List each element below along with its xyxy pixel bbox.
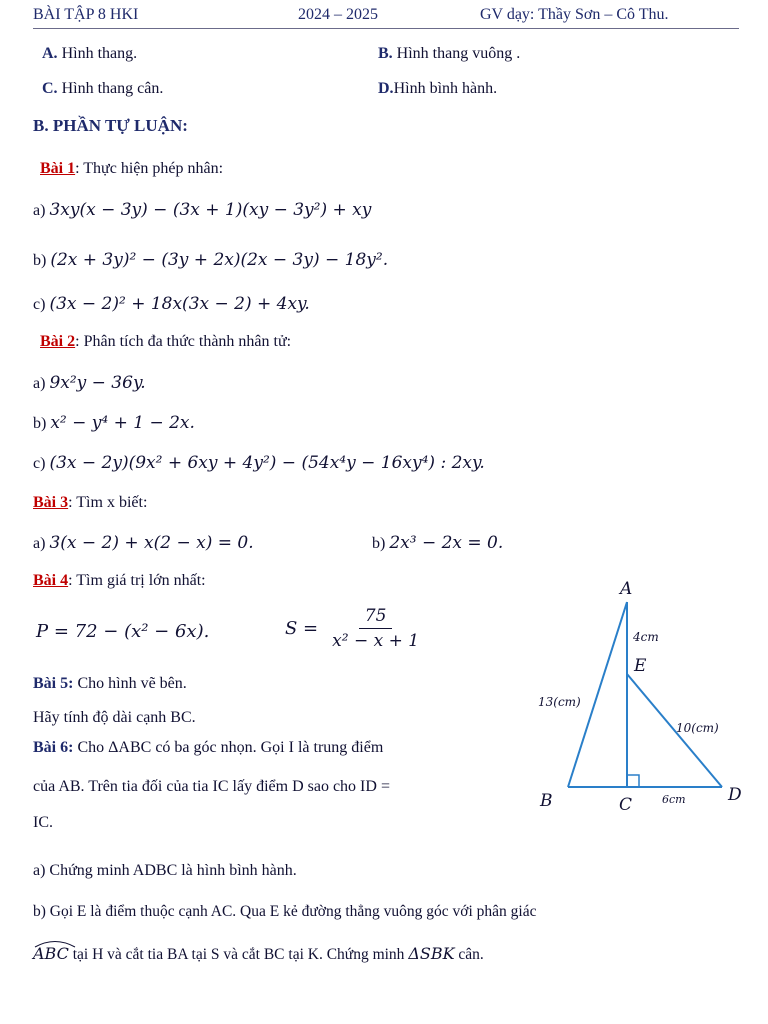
bai4-title: : Tìm giá trị lớn nhất: xyxy=(68,572,206,589)
bai4-p-expr: P = 72 − (x² − 6x). xyxy=(36,621,210,642)
bai2-c-expr: (3x − 2y)(9x² + 6xy + 4y²) − (54x⁴y − 16xy⁴) : 2xy. xyxy=(49,453,485,473)
bai2-title: : Phân tích đa thức thành nhân tử: xyxy=(75,333,292,350)
label-cd: 6cm xyxy=(662,793,686,806)
bai3-label: Bài 3 xyxy=(33,494,69,511)
bai6-b2-end: cân. xyxy=(454,946,484,963)
header-middle: 2024 – 2025 xyxy=(298,6,378,23)
point-a: A xyxy=(620,579,633,599)
bai6-part-a: a) Chứng minh ADBC là hình bình hành. xyxy=(33,862,297,879)
bai2-heading xyxy=(40,333,291,351)
option-d xyxy=(378,80,497,98)
bai3-a xyxy=(33,533,254,553)
bai5-label: Bài 5: xyxy=(33,675,74,692)
bai3-b-expr: 2x³ − 2x = 0. xyxy=(389,533,504,553)
label-ae: 4cm xyxy=(633,630,659,644)
bai1-c-label: c) xyxy=(33,296,46,313)
bai6-b2-rest: tại H và cắt tia BA tại S và cắt BC tại K. Chứng minh xyxy=(68,946,409,963)
bai5-line1 xyxy=(33,675,187,693)
triangle-sbk: ΔSBK xyxy=(408,944,455,963)
option-c-text: Hình thang cân. xyxy=(57,80,164,97)
bai2-b xyxy=(33,413,195,433)
option-b-letter: B. xyxy=(378,45,393,62)
bai2-c-label: c) xyxy=(33,455,46,472)
bai6-line1 xyxy=(33,739,383,757)
option-a-text: Hình thang. xyxy=(57,45,138,62)
bai1-a-expr: 3xy(x − 3y) − (3x + 1)(xy − 3y²) + xy xyxy=(49,200,372,220)
bai2-a-label: a) xyxy=(33,375,46,392)
bai2-a xyxy=(33,373,146,393)
bai1-b-label: b) xyxy=(33,252,47,269)
bai6-line2: của AB. Trên tia đối của tia IC lấy điểm D sao cho ID = xyxy=(33,778,390,795)
bai1-label: Bài 1 xyxy=(40,160,76,177)
bai4-label: Bài 4 xyxy=(33,572,69,589)
option-b-text: Hình thang vuông . xyxy=(392,45,521,62)
label-ed: 10(cm) xyxy=(676,721,719,735)
bai2-b-label: b) xyxy=(33,415,47,432)
label-ab: 13(cm) xyxy=(538,695,581,709)
point-d: D xyxy=(728,785,742,805)
bai6-text1: Cho ΔABC có ba góc nhọn. Gọi I là trung điểm xyxy=(73,739,384,756)
bai3-b xyxy=(372,533,503,553)
bai6-label: Bài 6: xyxy=(33,739,74,756)
bai3-title: : Tìm x biết: xyxy=(68,494,148,511)
option-d-letter: D. xyxy=(378,80,394,97)
bai3-heading xyxy=(33,494,147,512)
bai1-c-expr: (3x − 2)² + 18x(3x − 2) + 4xy. xyxy=(49,294,310,314)
angle-arc-icon xyxy=(33,938,77,948)
option-b xyxy=(378,45,520,63)
triangle-figure xyxy=(530,570,760,820)
bai1-b-expr: (2x + 3y)² − (3y + 2x)(2x − 3y) − 18y². xyxy=(50,250,389,270)
bai4-s-fraction xyxy=(328,606,423,651)
section-b-title: B. PHẦN TỰ LUẬN: xyxy=(33,116,188,135)
angle-abc xyxy=(33,944,69,964)
bai4-heading xyxy=(33,572,206,590)
bai4-s-denominator: x² − x + 1 xyxy=(332,631,420,651)
bai6-line3: IC. xyxy=(33,814,53,831)
header-right: GV dạy: Thầy Sơn – Cô Thu. xyxy=(480,6,669,23)
bai2-a-expr: 9x²y − 36y. xyxy=(49,373,146,393)
option-c xyxy=(42,80,163,98)
option-a xyxy=(42,45,137,63)
bai1-a xyxy=(33,200,371,220)
bai5-text: Cho hình vẽ bên. xyxy=(73,675,187,692)
bai2-c xyxy=(33,453,485,473)
option-a-letter: A. xyxy=(42,45,58,62)
point-c: C xyxy=(619,795,633,815)
bai3-a-label: a) xyxy=(33,535,46,552)
bai1-heading xyxy=(40,160,223,178)
bai1-title: : Thực hiện phép nhân: xyxy=(75,160,224,177)
bai1-a-label: a) xyxy=(33,202,46,219)
point-b: B xyxy=(540,791,553,811)
bai5-line2: Hãy tính độ dài cạnh BC. xyxy=(33,709,196,726)
bai2-b-expr: x² − y⁴ + 1 − 2x. xyxy=(50,413,195,433)
bai4-s-numerator: 75 xyxy=(359,606,393,629)
bai6-part-b-line1: b) Gọi E là điểm thuộc cạnh AC. Qua E kẻ đường thẳng vuông góc với phân giác xyxy=(33,903,537,920)
bai3-b-label: b) xyxy=(372,535,386,552)
bai1-b xyxy=(33,250,388,270)
bai3-a-expr: 3(x − 2) + x(2 − x) = 0. xyxy=(49,533,254,553)
bai1-c xyxy=(33,294,310,314)
bai4-s-expr xyxy=(285,606,423,651)
option-c-letter: C. xyxy=(42,80,58,97)
header-divider xyxy=(33,28,739,29)
bai2-label: Bài 2 xyxy=(40,333,76,350)
bai6-part-b-line2 xyxy=(33,944,484,964)
bai4-s-left: S = xyxy=(285,618,319,639)
header-left: BÀI TẬP 8 HKI xyxy=(33,6,139,23)
angle-abc-label: ABC xyxy=(33,944,69,963)
option-d-text: Hình bình hành. xyxy=(393,80,498,97)
right-angle-marker xyxy=(627,775,639,787)
point-e: E xyxy=(634,656,647,676)
